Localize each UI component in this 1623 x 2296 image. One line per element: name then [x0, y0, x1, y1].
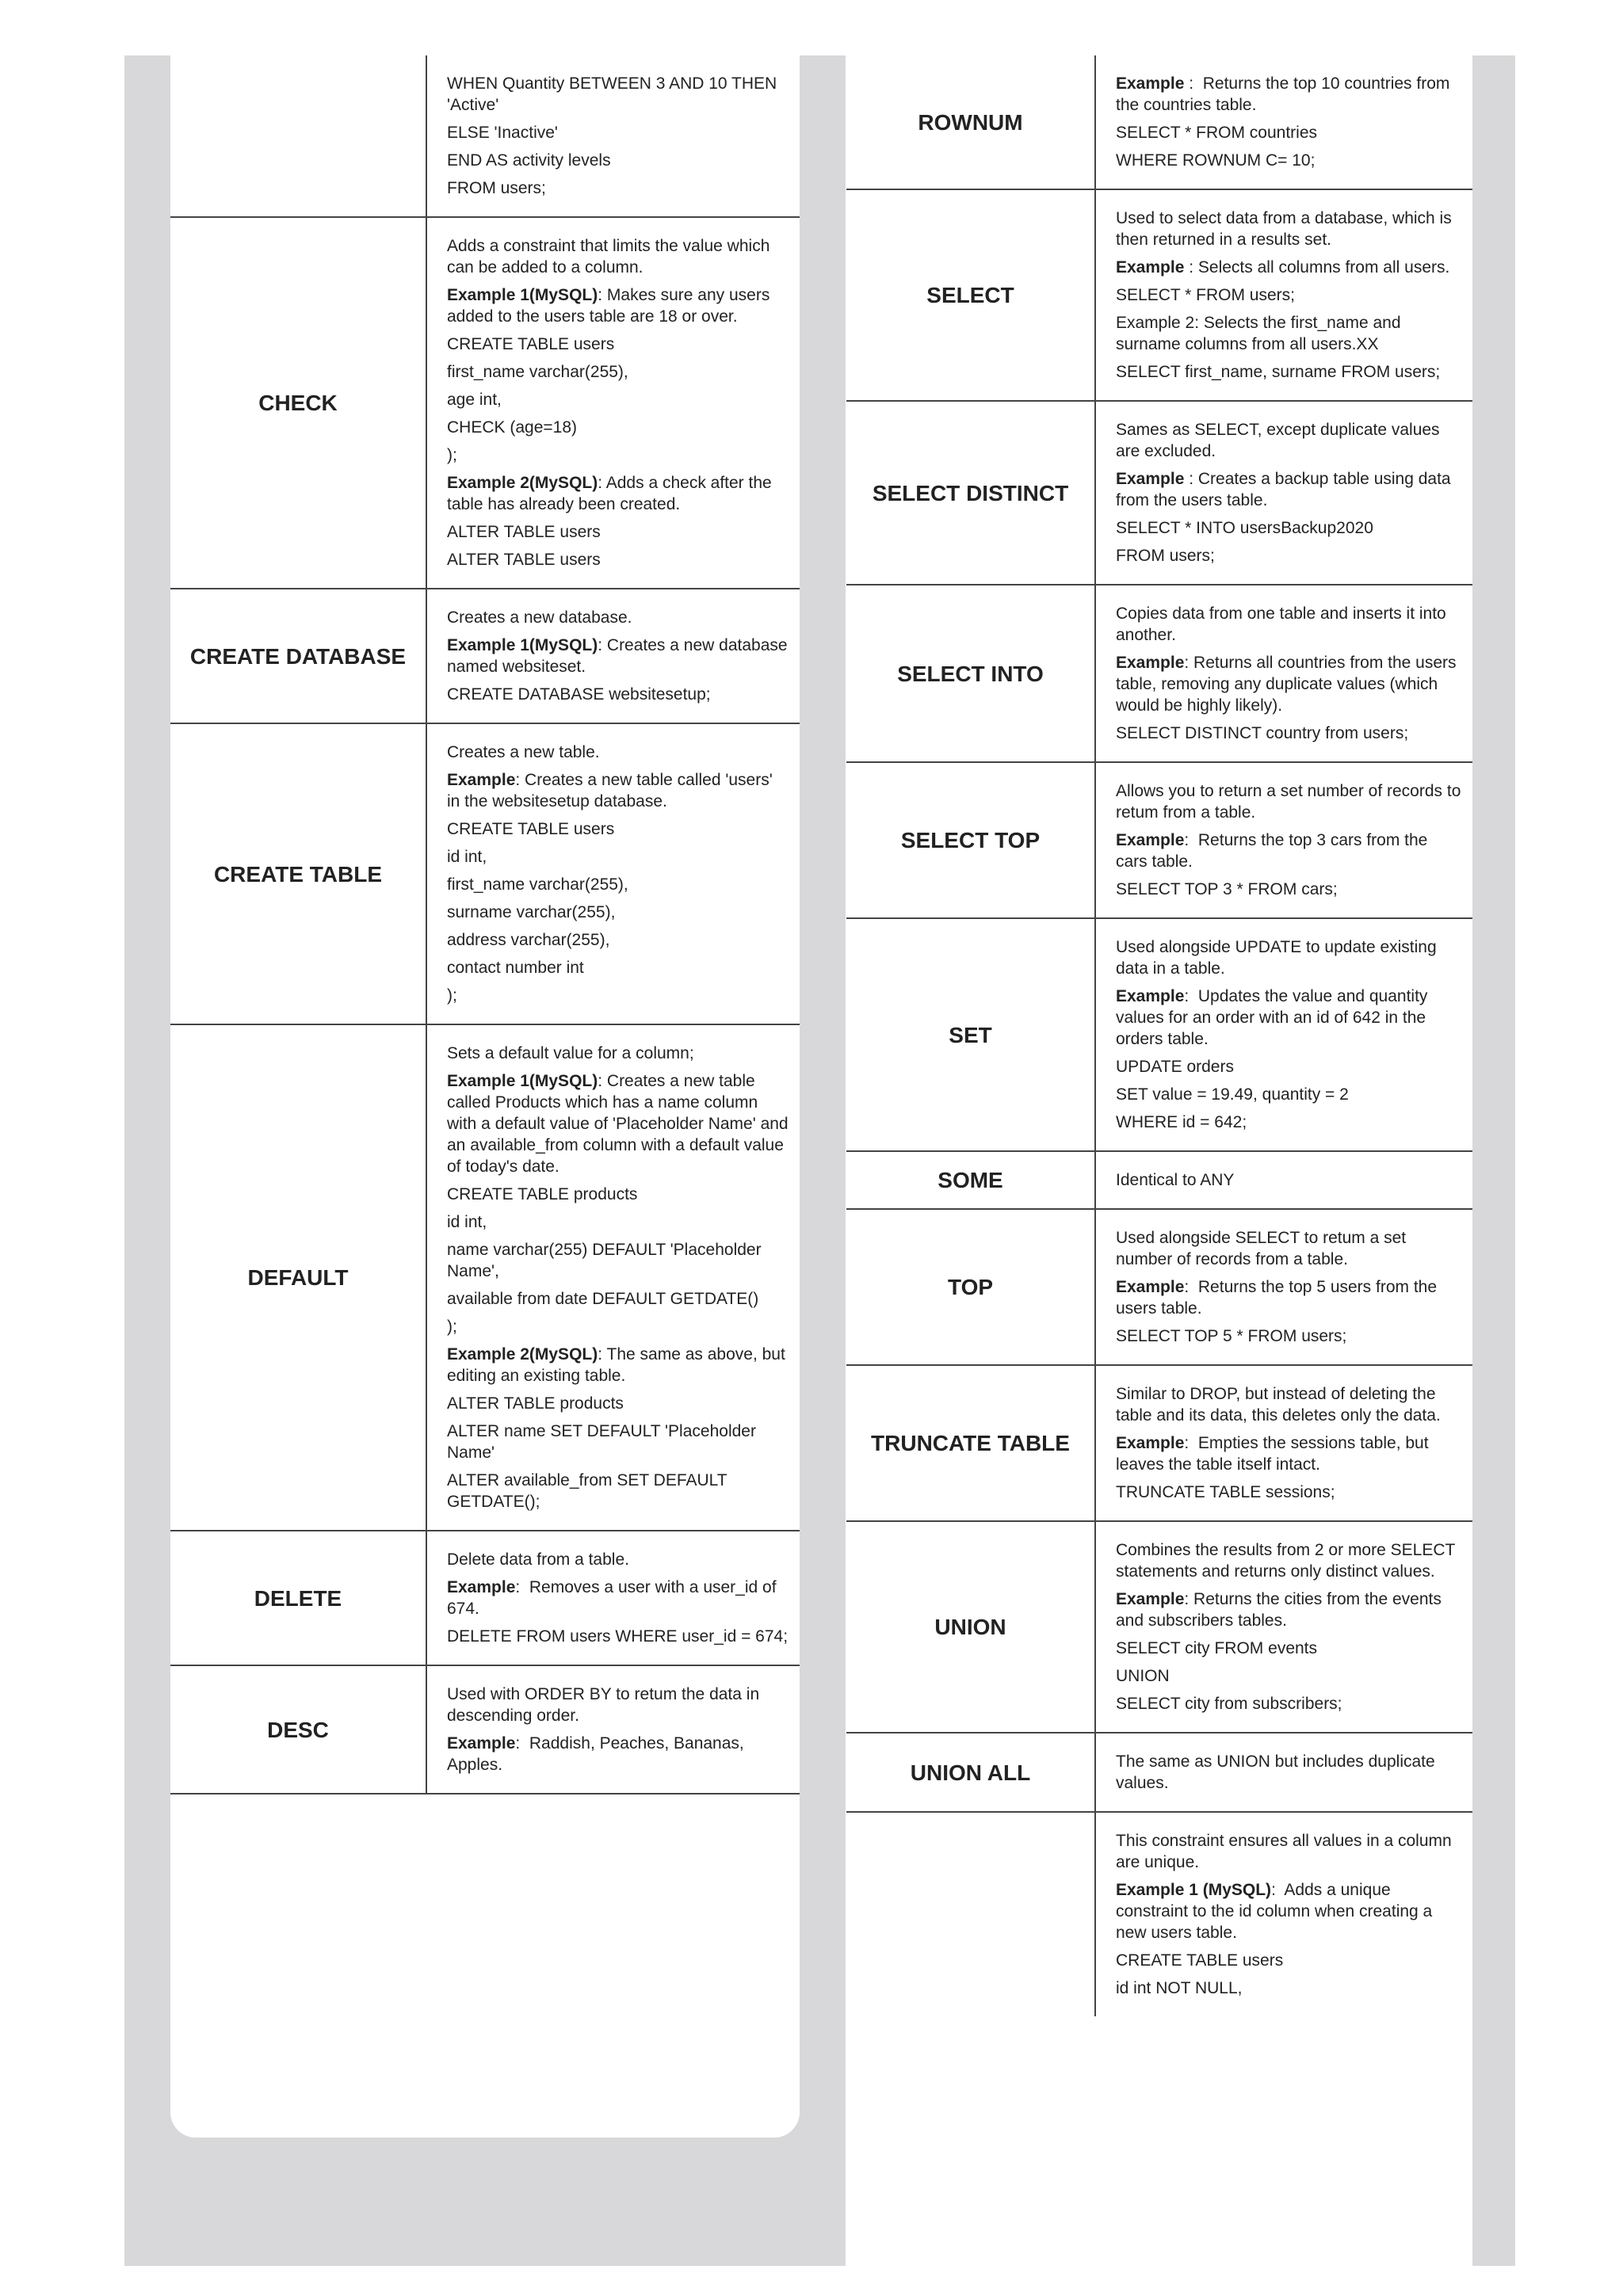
- sql-commands-table-right: [846, 55, 1472, 2016]
- example-label: Example: [1116, 258, 1185, 277]
- example-label: Example: [1116, 987, 1185, 1005]
- description-text: : Adds a unique constraint to the id column when creating a new users table.: [1116, 1881, 1438, 1942]
- description-text: Used alongside UPDATE to update existing data in a table.: [1116, 938, 1442, 978]
- description-text: Sames as SELECT, except duplicate values are excluded.: [1116, 421, 1445, 460]
- description-text: SELECT * INTO usersBackup2020: [1116, 519, 1373, 537]
- description-line: [1116, 1383, 1461, 1426]
- description-line: [447, 902, 789, 923]
- command-row: [846, 585, 1472, 762]
- description-text: SELECT * FROM countries: [1116, 124, 1318, 142]
- description-line: [447, 985, 789, 1006]
- command-description: [1095, 1812, 1472, 2016]
- command-keyword: DEFAULT: [170, 1024, 426, 1531]
- description-line: [447, 235, 789, 278]
- example-label: Example 1(MySQL): [447, 1072, 598, 1090]
- command-description: [1095, 401, 1472, 585]
- description-line: [447, 361, 789, 383]
- command-description: [1095, 918, 1472, 1151]
- description-text: : The same as above, but editing an existing table.: [447, 1345, 790, 1385]
- description-text: CREATE TABLE products: [447, 1185, 638, 1203]
- description-line: [1116, 1056, 1461, 1077]
- example-label: Example 2(MySQL): [447, 1345, 598, 1363]
- command-description: [1095, 1151, 1472, 1209]
- description-text: );: [447, 446, 457, 464]
- description-line: [1116, 1112, 1461, 1133]
- example-label: Example 2(MySQL): [447, 474, 598, 492]
- description-text: Used to select data from a database, which is then returned in a results set.: [1116, 209, 1457, 249]
- description-text: FROM users;: [447, 179, 546, 197]
- description-line: [447, 818, 789, 840]
- description-line: [1116, 1227, 1461, 1270]
- description-line: [447, 444, 789, 466]
- description-line: [1116, 419, 1461, 462]
- description-line: [447, 417, 789, 438]
- description-line: [1116, 73, 1461, 116]
- command-keyword: CHECK: [170, 217, 426, 589]
- description-line: [447, 635, 792, 677]
- description-line: [1116, 1325, 1461, 1347]
- description-line: [1116, 780, 1466, 823]
- description-line: [1116, 936, 1461, 979]
- command-row: [846, 1365, 1472, 1521]
- command-row: [170, 55, 800, 217]
- command-description: [426, 1024, 800, 1531]
- description-text: ALTER TABLE products: [447, 1394, 624, 1413]
- description-line: [1116, 723, 1461, 744]
- description-line: [1116, 1879, 1461, 1943]
- description-text: : Creates a new database named websiteset.: [447, 636, 792, 676]
- command-description: [1095, 1209, 1472, 1365]
- description-line: [1116, 879, 1461, 900]
- description-line: [447, 1577, 789, 1619]
- sql-commands-table-left: [170, 55, 800, 1794]
- description-line: [447, 1316, 789, 1337]
- description-text: ALTER available_from SET DEFAULT GETDATE();: [447, 1471, 732, 1511]
- command-row: [170, 589, 800, 723]
- description-text: ELSE 'Inactive': [447, 124, 558, 142]
- description-line: [447, 874, 789, 895]
- description-text: first_name varchar(255),: [447, 875, 628, 894]
- command-row: [846, 918, 1472, 1151]
- description-text: : Adds a check after the table has already been created.: [447, 474, 777, 513]
- description-text: );: [447, 986, 457, 1005]
- description-line: [447, 1684, 789, 1726]
- command-row: [846, 1209, 1472, 1365]
- description-line: [1116, 1432, 1461, 1475]
- command-keyword: ROWNUM: [846, 55, 1095, 189]
- description-text: UPDATE orders: [1116, 1058, 1234, 1076]
- description-line: [1116, 603, 1461, 646]
- description-line: [447, 521, 789, 543]
- example-label: Example: [447, 1734, 516, 1753]
- description-line: [1116, 1950, 1461, 1971]
- command-keyword: DESC: [170, 1665, 426, 1794]
- description-text: WHEN Quantity BETWEEN 3 AND 10 THEN 'Active': [447, 74, 782, 114]
- description-text: address varchar(255),: [447, 931, 610, 949]
- command-description: [426, 589, 800, 723]
- description-line: [1116, 652, 1461, 716]
- description-line: [447, 389, 789, 410]
- description-text: CREATE TABLE users: [447, 335, 615, 353]
- description-text: : Returns the top 3 cars from the cars table.: [1116, 831, 1433, 871]
- description-text: : Returns the top 5 users from the users table.: [1116, 1278, 1442, 1318]
- description-text: contact number int: [447, 959, 584, 977]
- command-keyword: CREATE DATABASE: [170, 589, 426, 723]
- description-line: [1116, 1751, 1461, 1794]
- description-text: : Raddish, Peaches, Bananas, Apples.: [447, 1734, 748, 1774]
- command-row: [846, 401, 1472, 585]
- example-label: Example: [1116, 470, 1185, 488]
- description-line: [1116, 1665, 1461, 1687]
- description-line: [1116, 284, 1461, 306]
- description-line: [447, 1393, 789, 1414]
- example-label: Example 1(MySQL): [447, 636, 598, 654]
- description-line: [447, 1549, 789, 1570]
- description-line: [447, 1211, 789, 1233]
- description-line: [1116, 122, 1461, 143]
- command-keyword: TRUNCATE TABLE: [846, 1365, 1095, 1521]
- description-text: Combines the results from 2 or more SELECT statements and returns only distinct values.: [1116, 1541, 1460, 1581]
- description-text: WHERE id = 642;: [1116, 1113, 1247, 1131]
- description-line: [447, 150, 789, 171]
- example-label: Example: [1116, 831, 1185, 849]
- command-description: [1095, 1733, 1472, 1812]
- description-text: : Selects all columns from all users.: [1184, 258, 1450, 277]
- description-line: [1116, 986, 1461, 1050]
- example-label: Example: [1116, 1278, 1185, 1296]
- command-keyword: SET: [846, 918, 1095, 1151]
- description-line: [447, 177, 789, 199]
- description-text: SELECT city FROM events: [1116, 1639, 1318, 1657]
- command-description: [426, 55, 800, 217]
- description-line: [447, 1733, 789, 1775]
- command-row: [170, 1665, 800, 1794]
- example-label: Example: [1116, 1434, 1185, 1452]
- command-row: [170, 217, 800, 589]
- example-label: Example: [1116, 74, 1185, 93]
- description-text: WHERE ROWNUM C= 10;: [1116, 151, 1316, 170]
- command-keyword: SELECT INTO: [846, 585, 1095, 762]
- command-row: [846, 1151, 1472, 1209]
- description-text: END AS activity levels: [447, 151, 611, 170]
- command-row: [170, 723, 800, 1024]
- description-text: Used with ORDER BY to retum the data in descending order.: [447, 1685, 764, 1725]
- description-text: CHECK (age=18): [447, 418, 577, 437]
- description-line: [447, 549, 789, 570]
- description-line: [447, 929, 789, 951]
- description-text: Allows you to return a set number of records to retum from a table.: [1116, 782, 1466, 822]
- description-text: surname varchar(255),: [447, 903, 616, 921]
- description-text: name varchar(255) DEFAULT 'Placeholder Name',: [447, 1241, 766, 1280]
- description-line: [1116, 1589, 1461, 1631]
- description-text: CREATE TABLE users: [447, 820, 615, 838]
- description-text: : Makes sure any users added to the users table are 18 or over.: [447, 286, 775, 326]
- command-description: [1095, 1521, 1472, 1733]
- description-text: first_name varchar(255),: [447, 363, 628, 381]
- command-keyword: DELETE: [170, 1531, 426, 1665]
- description-text: Used alongside SELECT to retum a set number of records from a table.: [1116, 1229, 1411, 1268]
- command-description: [426, 217, 800, 589]
- description-text: SELECT city from subscribers;: [1116, 1695, 1342, 1713]
- description-line: [447, 284, 789, 327]
- description-text: : Returns the cities from the events and subscribers tables.: [1116, 1590, 1446, 1630]
- command-keyword: CREATE TABLE: [170, 723, 426, 1024]
- description-text: : Creates a new table called 'users' in the websitesetup database.: [447, 771, 777, 810]
- description-line: [1116, 1482, 1461, 1503]
- command-row: [846, 1733, 1472, 1812]
- command-row: [846, 189, 1472, 401]
- description-line: [447, 684, 789, 705]
- description-line: [1116, 1276, 1461, 1319]
- description-text: Copies data from one table and inserts it into another.: [1116, 605, 1451, 644]
- command-keyword: SELECT TOP: [846, 762, 1095, 918]
- description-line: [447, 334, 789, 355]
- description-text: id int NOT NULL,: [1116, 1979, 1243, 1997]
- command-keyword: [846, 1812, 1095, 2016]
- description-text: DELETE FROM users WHERE user_id = 674;: [447, 1627, 789, 1646]
- command-keyword: SELECT DISTINCT: [846, 401, 1095, 585]
- command-row: [170, 1024, 800, 1531]
- command-row: [846, 1521, 1472, 1733]
- command-row: [846, 1812, 1472, 2016]
- description-line: [447, 1070, 793, 1177]
- description-text: Creates a new table.: [447, 743, 600, 761]
- command-keyword: UNION ALL: [846, 1733, 1095, 1812]
- example-label: Example 1 (MySQL): [1116, 1881, 1272, 1899]
- description-line: [1116, 1638, 1461, 1659]
- description-line: [1116, 517, 1461, 539]
- description-line: [1116, 1693, 1461, 1714]
- description-line: [447, 1470, 789, 1512]
- description-line: [447, 472, 789, 515]
- command-description: [1095, 762, 1472, 918]
- description-text: : Removes a user with a user_id of 674.: [447, 1578, 781, 1618]
- description-text: UNION: [1116, 1667, 1170, 1685]
- description-line: [1116, 468, 1461, 511]
- example-label: Example: [1116, 654, 1185, 672]
- description-line: [447, 1239, 789, 1282]
- example-label: Example: [447, 771, 516, 789]
- description-text: Creates a new database.: [447, 608, 632, 627]
- description-line: [1116, 1084, 1461, 1105]
- command-description: [1095, 189, 1472, 401]
- description-text: ALTER name SET DEFAULT 'Placeholder Name': [447, 1422, 761, 1462]
- description-text: ALTER TABLE users: [447, 551, 601, 569]
- description-text: Sets a default value for a column;: [447, 1044, 694, 1062]
- description-line: [447, 742, 789, 763]
- command-description: [426, 723, 800, 1024]
- description-text: This constraint ensures all values in a column are unique.: [1116, 1832, 1457, 1871]
- description-text: Example 2: Selects the first_name and surname columns from all users.XX: [1116, 314, 1406, 353]
- command-keyword: UNION: [846, 1521, 1095, 1733]
- description-line: [1116, 257, 1461, 278]
- example-label: Example: [1116, 1590, 1185, 1608]
- command-description: [1095, 585, 1472, 762]
- example-label: Example 1(MySQL): [447, 286, 598, 304]
- description-line: [1116, 1169, 1461, 1191]
- description-line: [447, 846, 789, 868]
- description-line: [447, 73, 789, 116]
- command-keyword: SELECT: [846, 189, 1095, 401]
- description-text: The same as UNION but includes duplicate values.: [1116, 1753, 1440, 1792]
- command-row: [846, 55, 1472, 189]
- description-text: Similar to DROP, but instead of deleting the table and its data, this deletes only the data.: [1116, 1385, 1441, 1425]
- example-label: Example: [447, 1578, 516, 1596]
- description-text: id int,: [447, 1213, 487, 1231]
- command-keyword: SOME: [846, 1151, 1095, 1209]
- description-text: id int,: [447, 848, 487, 866]
- description-line: [447, 957, 789, 978]
- description-text: SET value = 19.49, quantity = 2: [1116, 1085, 1349, 1104]
- description-line: [447, 1288, 789, 1310]
- description-text: );: [447, 1318, 457, 1336]
- description-text: CREATE TABLE users: [1116, 1951, 1284, 1970]
- description-text: ALTER TABLE users: [447, 523, 601, 541]
- command-description: [1095, 55, 1472, 189]
- description-line: [1116, 1830, 1461, 1873]
- description-text: Identical to ANY: [1116, 1171, 1235, 1189]
- description-text: FROM users;: [1116, 547, 1215, 565]
- description-text: : Creates a backup table using data from the users table.: [1116, 470, 1456, 509]
- description-line: [447, 1421, 789, 1463]
- command-description: [426, 1531, 800, 1665]
- description-text: : Returns all countries from the users table, removing any duplicate values (which would be highly likely).: [1116, 654, 1461, 715]
- description-text: SELECT TOP 5 * FROM users;: [1116, 1327, 1347, 1345]
- description-line: [1116, 150, 1461, 171]
- description-line: [1116, 361, 1461, 383]
- description-line: [1116, 312, 1461, 355]
- description-text: SELECT DISTINCT country from users;: [1116, 724, 1409, 742]
- description-line: [447, 1043, 789, 1064]
- description-text: : Returns the top 10 countries from the countries table.: [1116, 74, 1455, 114]
- description-text: : Empties the sessions table, but leaves the table itself intact.: [1116, 1434, 1434, 1474]
- command-keyword: [170, 55, 426, 217]
- description-line: [447, 122, 789, 143]
- description-line: [447, 1184, 789, 1205]
- description-text: CREATE DATABASE websitesetup;: [447, 685, 711, 704]
- description-text: TRUNCATE TABLE sessions;: [1116, 1483, 1335, 1501]
- description-text: SELECT first_name, surname FROM users;: [1116, 363, 1441, 381]
- description-text: SELECT * FROM users;: [1116, 286, 1295, 304]
- description-line: [447, 1344, 789, 1386]
- description-text: available from date DEFAULT GETDATE(): [447, 1290, 759, 1308]
- description-line: [1116, 1978, 1461, 1999]
- description-text: Adds a constraint that limits the value which can be added to a column.: [447, 237, 775, 277]
- description-line: [447, 769, 789, 812]
- command-row: [846, 762, 1472, 918]
- description-text: Delete data from a table.: [447, 1550, 629, 1569]
- description-line: [1116, 545, 1461, 566]
- description-line: [1116, 208, 1461, 250]
- command-description: [426, 1665, 800, 1794]
- description-line: [447, 1626, 789, 1647]
- description-line: [1116, 830, 1461, 872]
- description-text: age int,: [447, 391, 502, 409]
- command-row: [170, 1531, 800, 1665]
- command-keyword: TOP: [846, 1209, 1095, 1365]
- description-text: : Creates a new table called Products which has a name column with a default value of 'Placeholder Name' and an available_from column with a default value of today's date.: [447, 1072, 793, 1176]
- description-line: [447, 607, 789, 628]
- description-text: : Updates the value and quantity values for an order with an id of 642 in the orders table.: [1116, 987, 1433, 1048]
- description-text: SELECT TOP 3 * FROM cars;: [1116, 880, 1338, 898]
- description-line: [1116, 1539, 1461, 1582]
- command-description: [1095, 1365, 1472, 1521]
